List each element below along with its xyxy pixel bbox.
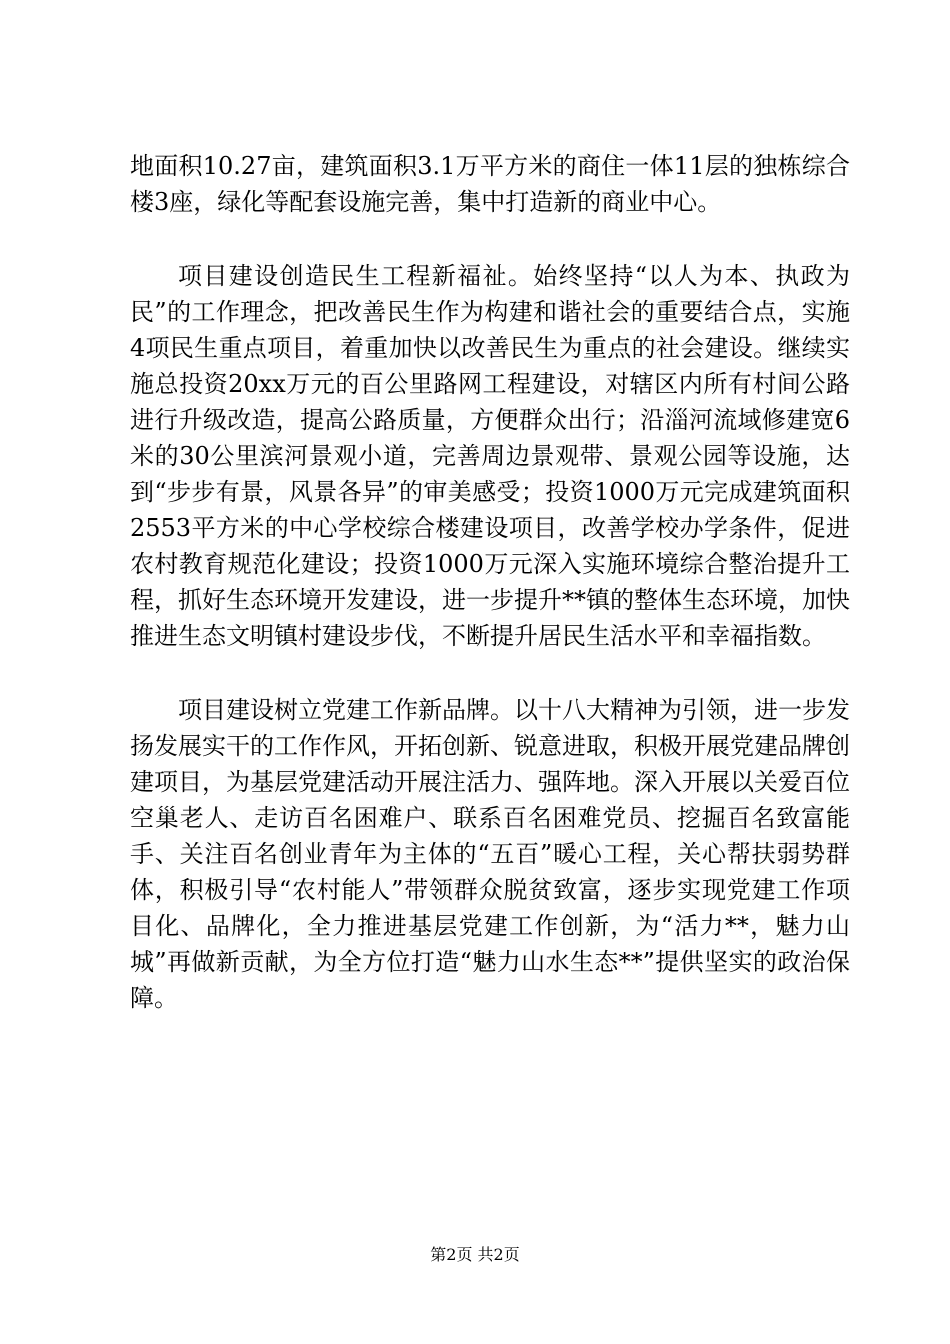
paragraph-livelihood-projects: 项目建设创造民生工程新福祉。始终坚持“以人为本、执政为民”的工作理念，把改善民生作为构建和谐社会的重要结合点，实施4项民生重点项目，着重加快以改善民生为重点的社会建设。继续实施总投资20xx万元的百公里路网工程建设，对辖区内所有村间公路进行升级改造，提高公路质量，方便群众出行；沿淄河流域修建宽6米的30公里滨河景观小道，完善周边景观带、景观公园等设施，达到“步步有景，风景各异”的审美感受；投资1000万元完成建筑面积2553平方米的中心学校综合楼建设项目，改善学校办学条件，促进农村教育规范化建设；投资1000万元深入实施环境综合整治提升工程，抓好生态环境开发建设，进一步提升**镇的整体生态环境，加快推进生态文明镇村建设步伐，不断提升居民生活水平和幸福指数。 (130, 262, 850, 650)
document-body (130, 148, 850, 1054)
paragraph-party-building: 项目建设树立党建工作新品牌。以十八大精神为引领，进一步发扬发展实干的工作作风，开拓创新、锐意进取，积极开展党建品牌创建项目，为基层党建活动开展注活力、强阵地。深入开展以关爱百位空巢老人、走访百名困难户、联系百名困难党员、挖掘百名致富能手、关注百名创业青年为主体的“五百”暖心工程，关心帮扶弱势群体，积极引导“农村能人”带领群众脱贫致富，逐步实现党建工作项目化、品牌化，全力推进基层党建工作创新，为“活力**，魅力山城”再做新贡献，为全方位打造“魅力山水生态**”提供坚实的政治保障。 (130, 696, 850, 1012)
page-number-footer: 第2页 共2页 (430, 1245, 520, 1264)
paragraph-continuation: 地面积10.27亩，建筑面积3.1万平方米的商住一体11层的独栋综合楼3座，绿化等配套设施完善，集中打造新的商业中心。 (130, 152, 850, 216)
